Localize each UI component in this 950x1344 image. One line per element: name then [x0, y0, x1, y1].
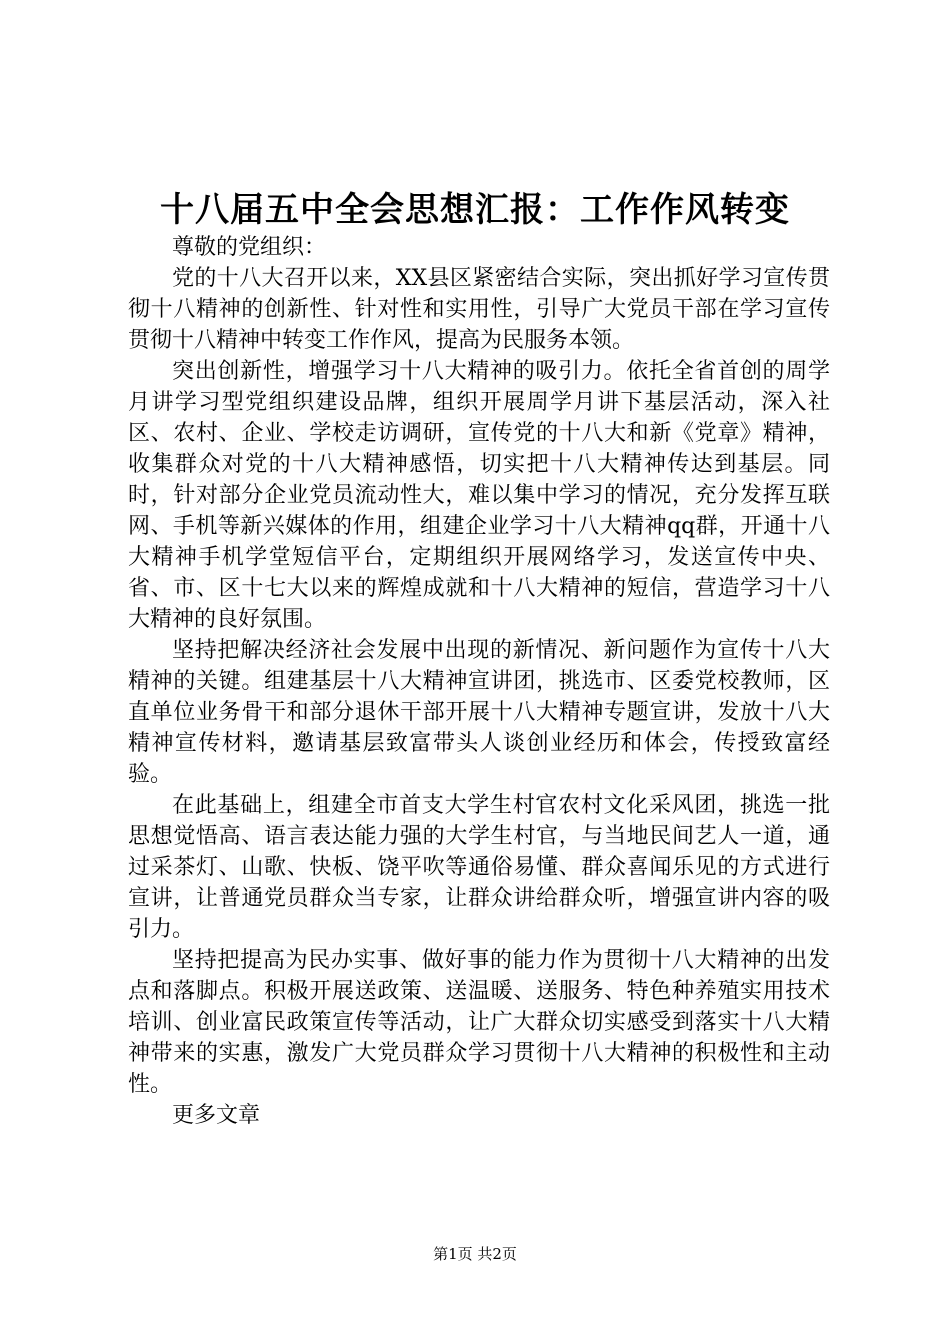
document-title: 十八届五中全会思想汇报：工作作风转变	[160, 190, 790, 230]
document-body	[128, 232, 830, 1131]
paragraph-3: 坚持把解决经济社会发展中出现的新情况、新问题作为宣传十八大精神的关键。组建基层十八大精神宣讲团，挑选市、区委党校教师，区直单位业务骨干和部分退休干部开展十八大精神专题宣讲，发放十八大精神宣传材料，邀请基层致富带头人谈创业经历和体会，传授致富经验。	[128, 638, 830, 787]
page-footer: 第1页 共2页	[433, 1245, 517, 1263]
paragraph-1: 党的十八大召开以来，XX县区紧密结合实际，突出抓好学习宣传贯彻十八精神的创新性、针对性和实用性，引导广大党员干部在学习宣传贯彻十八精神中转变工作作风，提高为民服务本领。	[128, 266, 830, 353]
paragraph-5: 坚持把提高为民办实事、做好事的能力作为贯彻十八大精神的出发点和落脚点。积极开展送政策、送温暖、送服务、特色种养殖实用技术培训、创业富民政策宣传等活动，让广大群众切实感受到落实十八大精神带来的实惠，激发广大党员群众学习贯彻十八大精神的积极性和主动性。	[128, 948, 830, 1097]
salutation: 尊敬的党组织：	[172, 235, 327, 260]
more-articles-link[interactable]: 更多文章	[172, 1103, 261, 1128]
paragraph-2: 突出创新性，增强学习十八大精神的吸引力。依托全省首创的周学月讲学习型党组织建设品牌，组织开展周学月讲下基层活动，深入社区、农村、企业、学校走访调研，宣传党的十八大和新《党章》精神，收集群众对党的十八大精神感悟，切实把十八大精神传达到基层。同时，针对部分企业党员流动性大，难以集中学习的情况，充分发挥互联网、手机等新兴媒体的作用，组建企业学习十八大精神qq群，开通十八大精神手机学堂短信平台，定期组织开展网络学习，发送宣传中央、省、市、区十七大以来的辉煌成就和十八大精神的短信，营造学习十八大精神的良好氛围。	[128, 359, 830, 632]
paragraph-4: 在此基础上，组建全市首支大学生村官农村文化采风团，挑选一批思想觉悟高、语言表达能力强的大学生村官，与当地民间艺人一道，通过采茶灯、山歌、快板、饶平吹等通俗易懂、群众喜闻乐见的方式进行宣讲，让普通党员群众当专家，让群众讲给群众听，增强宣讲内容的吸引力。	[128, 793, 830, 942]
